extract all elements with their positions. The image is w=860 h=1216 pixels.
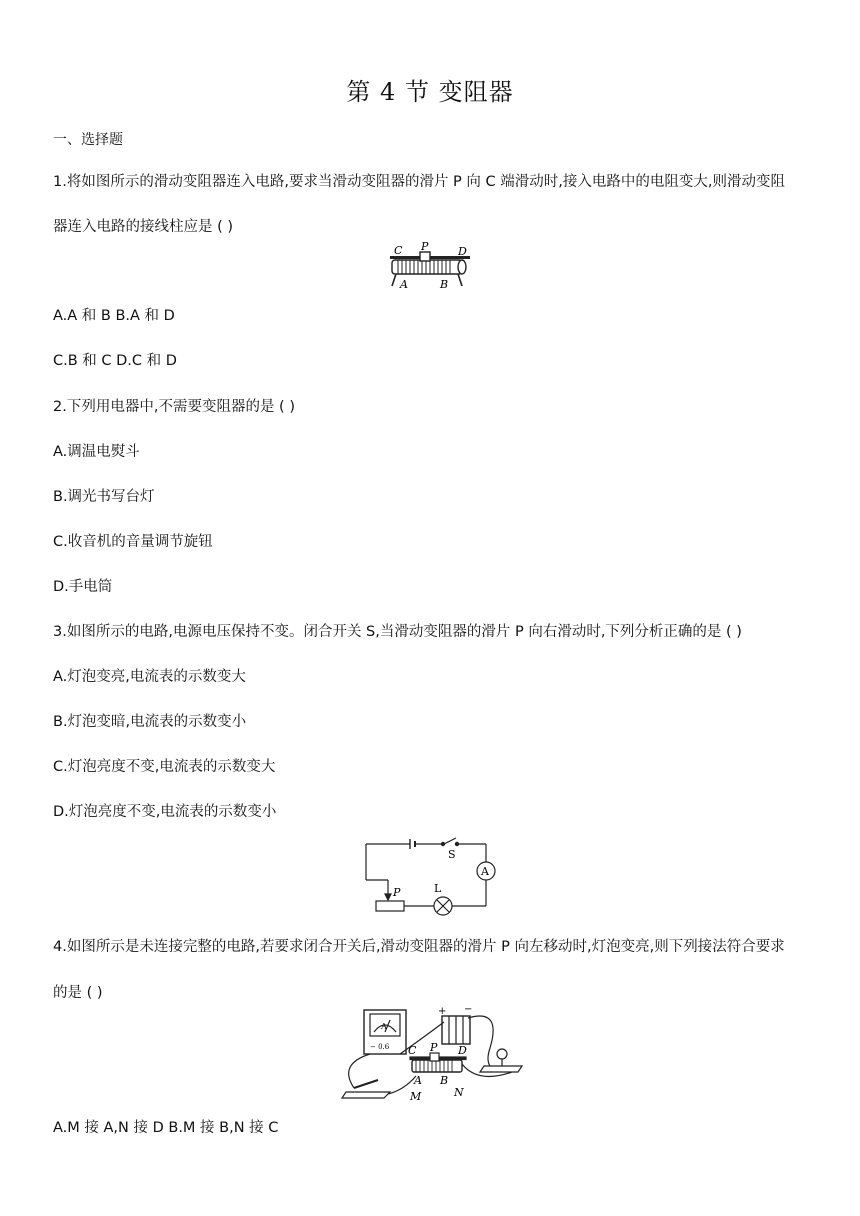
q3-option-a: A.灯泡变亮,电流表的示数变大 [53,669,246,685]
q1-fig-label-a: A [400,278,408,291]
q4-options-ab: A.M 接 A,N 接 D B.M 接 B,N 接 C [53,1120,279,1136]
q4-stem-line1: 4.如图所示是未连接完整的电路,若要求闭合开关后,滑动变阻器的滑片 P 向左移动时,灯泡变亮,则下列接法符合要求 [53,939,785,955]
section-heading: 一、选择题 [53,132,123,148]
q4-stem-line2: 的是 ( ) [53,985,103,1001]
q4-meter-label: A [381,1022,387,1031]
q4-circuit-figure [334,1004,528,1104]
q3-lamp-label: L [434,882,442,895]
q4-battery-minus: − [464,1004,473,1015]
q4-fig-label-d: D [458,1044,467,1057]
q1-stem-line1: 1.将如图所示的滑动变阻器连入电路,要求当滑动变阻器的滑片 P 向 C 端滑动时,接入电路中的电阻变大,则滑动变阻 [53,174,785,190]
q1-fig-label-c: C [394,244,403,257]
q4-fig-label-c: C [408,1044,417,1057]
q3-option-c: C.灯泡亮度不变,电流表的示数变大 [53,759,276,775]
q4-fig-label-n: N [454,1086,464,1099]
q4-fig-label-b: B [440,1074,449,1087]
page-title: 第 4 节 变阻器 [346,78,514,106]
q1-options-cd: C.B 和 C D.C 和 D [53,353,177,369]
q4-meter-scale: − 0.6 [370,1043,390,1051]
q3-stem: 3.如图所示的电路,电源电压保持不变。闭合开关 S,当滑动变阻器的滑片 P 向右滑动时,下列分析正确的是 ( ) [53,624,742,640]
q3-switch-label: S [448,848,456,861]
q4-battery-plus: + [438,1006,447,1017]
q2-stem: 2.下列用电器中,不需要变阻器的是 ( ) [53,399,295,415]
q3-ammeter-label: A [481,865,489,878]
q1-options-ab: A.A 和 B B.A 和 D [53,308,175,324]
q4-fig-label-a: A [414,1074,422,1087]
q3-option-b: B.灯泡变暗,电流表的示数变小 [53,714,247,730]
q1-fig-label-p: P [421,240,429,253]
q2-option-a: A.调温电熨斗 [53,444,140,460]
q4-fig-label-m: M [410,1090,422,1103]
q1-stem-line2: 器连入电路的接线柱应是 ( ) [53,219,234,235]
q1-fig-label-b: B [440,278,449,291]
q1-rheostat-figure [386,240,476,292]
q1-fig-label-d: D [458,245,467,258]
q2-option-c: C.收音机的音量调节旋钮 [53,534,213,550]
q2-option-d: D.手电筒 [53,579,113,595]
q3-option-d: D.灯泡亮度不变,电流表的示数变小 [53,804,277,820]
q2-option-b: B.调光书写台灯 [53,489,155,505]
q3-circuit-diagram [360,836,500,916]
q4-fig-label-p: P [430,1041,438,1054]
q3-slider-label: P [393,886,401,899]
